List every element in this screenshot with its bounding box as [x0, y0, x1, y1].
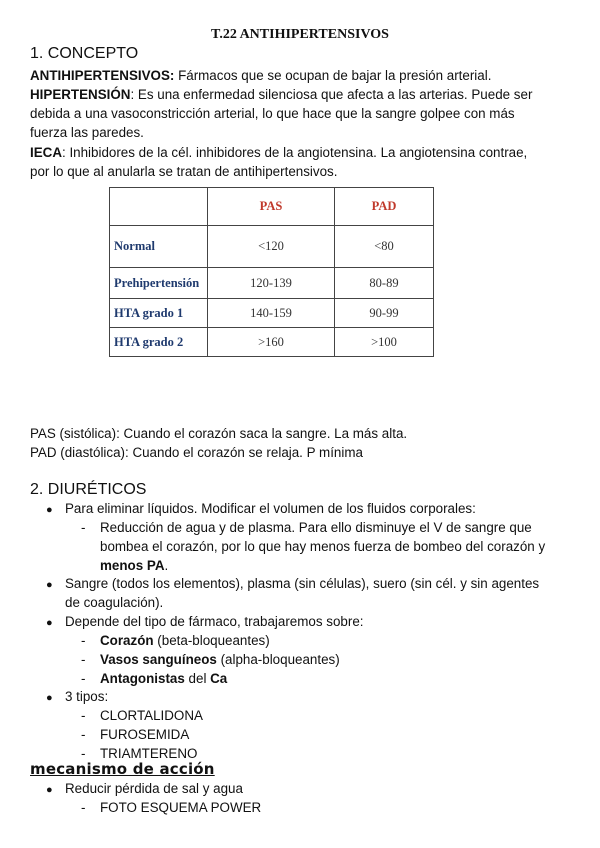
table-row — [110, 299, 434, 328]
sub-list-item — [100, 631, 580, 650]
table-cell-pas: 120-139 — [208, 268, 335, 299]
definition-text: : Inhibidores de la cél. inhibidores de la angiotensina. La angiotensina contrae, — [62, 145, 528, 160]
sub-list-text: del — [184, 671, 211, 686]
section-heading-concepto: 1. CONCEPTO — [30, 45, 139, 62]
mechanism-heading: mecanismo de acción — [30, 760, 215, 778]
table-cell-label: Normal — [110, 226, 208, 268]
table-cell-pas: <120 — [208, 226, 335, 268]
list-item: Depende del tipo de fármaco, trabajaremos sobre: — [65, 614, 364, 629]
term-antihipertensivos: ANTIHIPERTENSIVOS: — [30, 68, 175, 83]
sub-list-item-line1: Reducción de agua y de plasma. Para ello disminuye el V de sangre que — [100, 520, 532, 535]
blood-pressure-table — [109, 187, 434, 357]
sub-list-item-line2: bombea el corazón, por lo que hay menos fuerza de bombeo del corazón y — [100, 539, 546, 554]
sub-list-item: CLORTALIDONA — [100, 708, 203, 723]
bullet-icon: ● — [46, 617, 53, 629]
paragraph-ieca-line1 — [30, 143, 575, 162]
text-end: . — [164, 558, 169, 573]
sub-list-item — [100, 650, 580, 669]
table-cell-pas: 140-159 — [208, 299, 335, 328]
table-cell-label: Prehipertensión — [110, 268, 208, 299]
emphasis-text: Corazón — [100, 633, 154, 648]
dash-icon: - — [81, 708, 86, 723]
sub-list-item: FOTO ESQUEMA POWER — [100, 800, 262, 815]
bullet-icon: ● — [46, 504, 53, 516]
emphasis-text: Vasos sanguíneos — [100, 652, 217, 667]
paragraph-hipertension-line2: debida a una vasoconstricción arterial, lo que hace que la sangre golpee con más — [30, 106, 515, 121]
table-cell-pad: 80-89 — [335, 268, 434, 299]
sub-list-item: TRIAMTERENO — [100, 746, 198, 761]
note-pad: PAD (diastólica): Cuando el corazón se relaja. P mínima — [30, 445, 363, 460]
emphasis-text: Ca — [210, 671, 228, 686]
table-header-row — [110, 188, 434, 226]
emphasis-text: Antagonistas — [100, 671, 185, 686]
table-cell-pas: >160 — [208, 328, 335, 357]
list-item: 3 tipos: — [65, 689, 109, 704]
dash-icon: - — [81, 652, 86, 667]
list-item: Reducir pérdida de sal y agua — [65, 781, 243, 796]
definition-text: : Es una enfermedad silenciosa que afecta a las arterias. Puede ser — [130, 87, 533, 102]
list-item-line2: de coagulación). — [65, 595, 164, 610]
dash-icon: - — [81, 671, 86, 686]
sub-list-item: FUROSEMIDA — [100, 727, 190, 742]
table-header-empty — [110, 188, 208, 226]
dash-icon: - — [81, 520, 86, 535]
list-item: Para eliminar líquidos. Modificar el volumen de los fluidos corporales: — [65, 501, 476, 516]
definition-text: Fármacos que se ocupan de bajar la presión arterial. — [174, 68, 492, 83]
bullet-icon: ● — [46, 784, 53, 796]
sub-list-item-line3 — [100, 556, 580, 575]
bullet-icon: ● — [46, 692, 53, 704]
table-cell-label: HTA grado 1 — [110, 299, 208, 328]
table-row — [110, 268, 434, 299]
paragraph-hipertension-line1 — [30, 85, 575, 104]
page-title: T.22 ANTIHIPERTENSIVOS — [211, 27, 389, 42]
dash-icon: - — [81, 746, 86, 761]
paragraph-hipertension-line3: fuerza las paredes. — [30, 125, 144, 140]
table-row — [110, 328, 434, 357]
sub-list-text: (alpha-bloqueantes) — [216, 652, 340, 667]
table-cell-label: HTA grado 2 — [110, 328, 208, 357]
bullet-icon: ● — [46, 579, 53, 591]
paragraph-ieca-line2: por lo que al anularla se tratan de antihipertensivos. — [30, 164, 338, 179]
term-ieca: IECA — [30, 145, 62, 160]
section-heading-diureticos: 2. DIURÉTICOS — [30, 481, 147, 498]
table-row — [110, 226, 434, 268]
table-header-pas: PAS — [208, 188, 335, 226]
table-cell-pad: >100 — [335, 328, 434, 357]
table-cell-pad: 90-99 — [335, 299, 434, 328]
table-cell-pad: <80 — [335, 226, 434, 268]
dash-icon: - — [81, 727, 86, 742]
dash-icon: - — [81, 633, 86, 648]
list-item-line1: Sangre (todos los elementos), plasma (sin células), suero (sin cél. y sin agentes — [65, 576, 540, 591]
sub-list-text: (beta-bloqueantes) — [153, 633, 270, 648]
note-pas: PAS (sistólica): Cuando el corazón saca la sangre. La más alta. — [30, 426, 408, 441]
emphasis-text: menos PA — [100, 558, 165, 573]
paragraph-antihipertensivos — [30, 66, 575, 85]
table-header-pad: PAD — [335, 188, 434, 226]
dash-icon: - — [81, 800, 86, 815]
sub-list-item — [100, 669, 580, 688]
term-hipertension: HIPERTENSIÓN — [30, 87, 131, 102]
